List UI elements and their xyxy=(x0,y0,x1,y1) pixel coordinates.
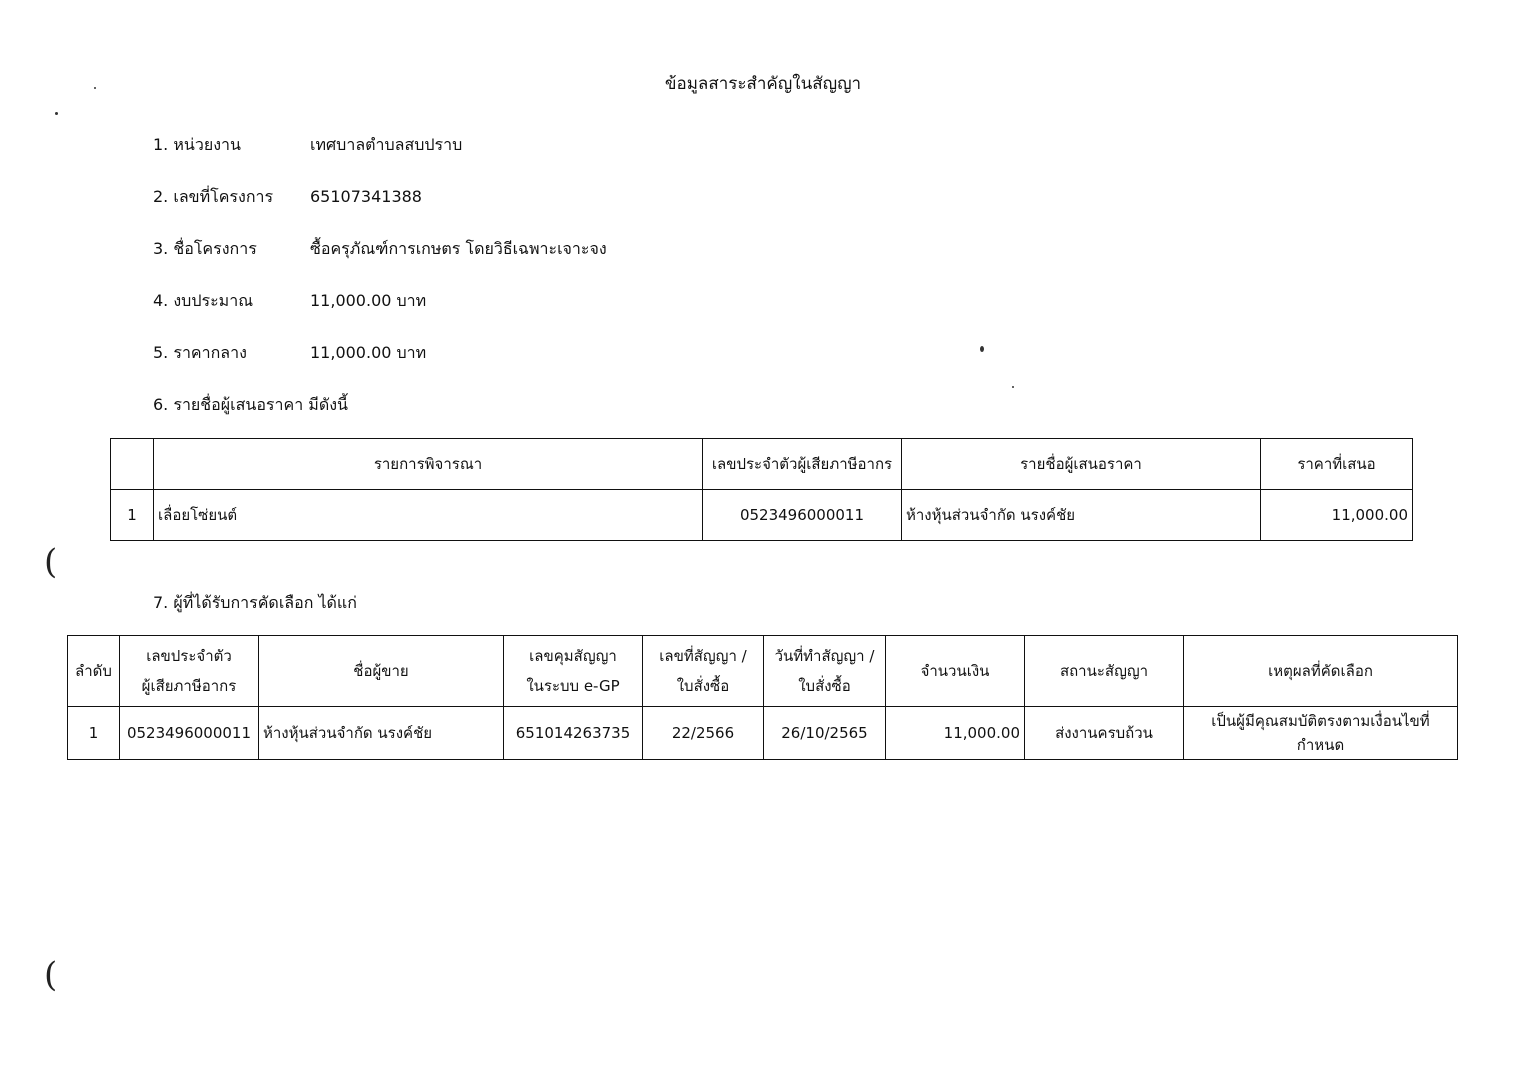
field-label: 5. ราคากลาง xyxy=(153,343,247,362)
header-line: ใบสั่งซื้อ xyxy=(798,677,851,695)
table-header-cell xyxy=(1184,636,1458,707)
table-header-row xyxy=(111,439,1413,490)
table-cell: 1 xyxy=(68,707,120,760)
table-cell: 11,000.00 xyxy=(886,707,1025,760)
header-line: ชื่อผู้ขาย xyxy=(353,662,409,680)
document-title: ข้อมูลสาระสำคัญในสัญญา xyxy=(664,74,862,94)
table-row xyxy=(111,490,1413,541)
scan-speck xyxy=(55,112,58,115)
table-row xyxy=(68,707,1458,760)
header-line: เลขคุมสัญญา xyxy=(529,647,617,665)
header-line: เหตุผลที่คัดเลือก xyxy=(1268,662,1373,680)
field-median-price xyxy=(153,341,426,366)
table-cell: 0523496000011 xyxy=(120,707,259,760)
table-cell: 0523496000011 xyxy=(703,490,902,541)
header-line: จำนวนเงิน xyxy=(920,662,990,680)
header-line: ลำดับ xyxy=(75,662,112,680)
header-line: เลขประจำตัว xyxy=(146,647,232,665)
bidders-section-label: 6. รายชื่อผู้เสนอราคา มีดังนี้ xyxy=(153,395,348,414)
field-value: เทศบาลตำบลสบปราบ xyxy=(310,135,463,154)
table-header-cell xyxy=(504,636,643,707)
table-header-cell xyxy=(68,636,120,707)
header-line: ใบสั่งซื้อ xyxy=(676,677,730,695)
table-header-cell: รายการพิจารณา xyxy=(154,439,703,490)
field-budget xyxy=(153,289,426,314)
table-header-cell xyxy=(886,636,1025,707)
bidders-table xyxy=(110,438,1413,541)
table-header-cell xyxy=(259,636,504,707)
table-cell: ห้างหุ้นส่วนจำกัด นรงค์ชัย xyxy=(259,707,504,760)
field-project-name xyxy=(153,237,607,262)
table-cell: 1 xyxy=(111,490,154,541)
field-value: ซื้อครุภัณฑ์การเกษตร โดยวิธีเฉพาะเจาะจง xyxy=(310,239,607,258)
scan-speck xyxy=(94,87,96,89)
table-header-cell: ราคาที่เสนอ xyxy=(1261,439,1413,490)
binder-hole-mark: ( xyxy=(44,955,58,995)
field-value: 11,000.00 บาท xyxy=(310,343,427,362)
table-cell: เลื่อยโซ่ยนต์ xyxy=(154,490,703,541)
table-header-cell xyxy=(111,439,154,490)
table-cell: ส่งงานครบถ้วน xyxy=(1025,707,1184,760)
table-cell: ห้างหุ้นส่วนจำกัด นรงค์ชัย xyxy=(902,490,1261,541)
table-header-row xyxy=(68,636,1458,707)
field-agency xyxy=(153,133,462,158)
field-value: 11,000.00 บาท xyxy=(310,291,427,310)
table-cell: 22/2566 xyxy=(643,707,764,760)
header-line: ผู้เสียภาษีอากร xyxy=(141,677,237,695)
winners-table xyxy=(67,635,1458,760)
table-cell: 26/10/2565 xyxy=(764,707,886,760)
table-header-cell: รายชื่อผู้เสนอราคา xyxy=(902,439,1261,490)
table-cell: 651014263735 xyxy=(504,707,643,760)
field-project-number xyxy=(153,185,422,210)
table-header-cell xyxy=(1025,636,1184,707)
field-label: 4. งบประมาณ xyxy=(153,291,254,310)
field-value: 65107341388 xyxy=(310,187,422,206)
header-line: ในระบบ e-GP xyxy=(526,677,620,695)
header-line: สถานะสัญญา xyxy=(1059,662,1149,680)
table-header-cell: เลขประจำตัวผู้เสียภาษีอากร xyxy=(703,439,902,490)
table-header-cell xyxy=(643,636,764,707)
scan-speck xyxy=(1012,386,1014,388)
header-line: เลขที่สัญญา / xyxy=(659,647,747,665)
header-line: วันที่ทำสัญญา / xyxy=(774,647,875,665)
table-header-cell xyxy=(120,636,259,707)
binder-hole-mark: ( xyxy=(44,542,58,582)
field-label: 3. ชื่อโครงการ xyxy=(153,239,257,258)
winners-section-label: 7. ผู้ที่ได้รับการคัดเลือก ได้แก่ xyxy=(153,593,357,612)
table-header-cell xyxy=(764,636,886,707)
scan-speck xyxy=(980,346,984,352)
field-label: 2. เลขที่โครงการ xyxy=(153,187,274,206)
field-label: 1. หน่วยงาน xyxy=(153,135,241,154)
table-cell: 11,000.00 xyxy=(1261,490,1413,541)
table-cell: เป็นผู้มีคุณสมบัติตรงตามเงื่อนไขที่กำหนด xyxy=(1184,707,1458,760)
